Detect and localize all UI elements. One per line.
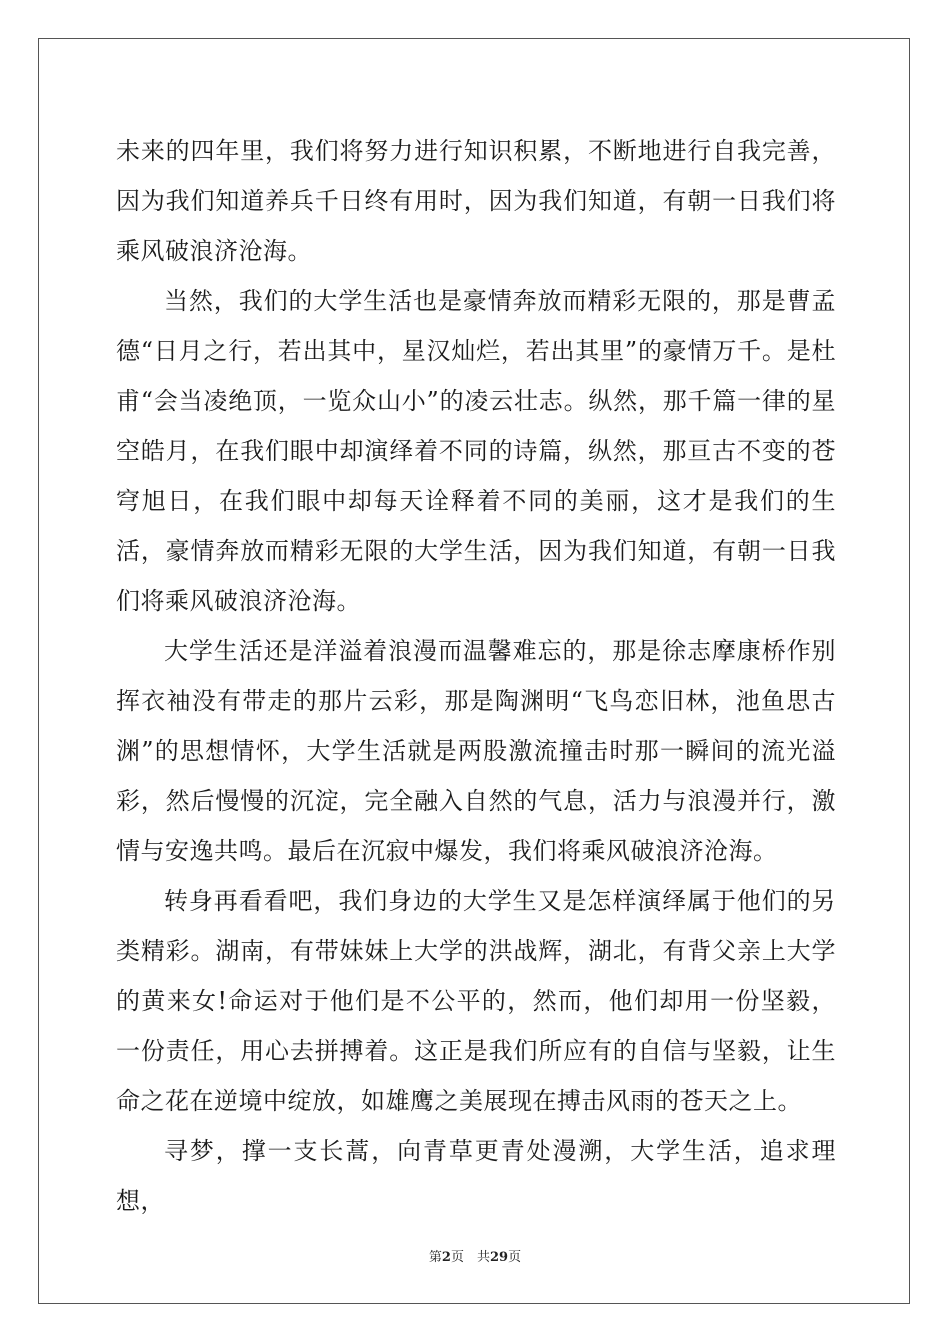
paragraph-5: 寻梦，撑一支长蒿，向青草更青处漫溯，大学生活，追求理想， <box>116 1137 836 1215</box>
document-body <box>116 126 836 1226</box>
footer-suffix: 页 <box>508 1250 522 1265</box>
paragraph-2: 当然，我们的大学生活也是豪情奔放而精彩无限的，那是曹孟德“日月之行，若出其中，星汉灿烂，若出其里”的豪情万千。是杜甫“会当凌绝顶，一览众山小”的凌云壮志。纵然，那千篇一律的星空皓月，在我们眼中却演绎着不同的诗篇，纵然，那亘古不变的苍穹旭日，在我们眼中却每天诠释着不同的美丽，这才是我们的生活，豪情奔放而精彩无限的大学生活，因为我们知道，有朝一日我们将乘风破浪济沧海。 <box>116 287 836 615</box>
footer-middle: 页 共 <box>450 1250 490 1265</box>
paragraph-3: 大学生活还是洋溢着浪漫而温馨难忘的，那是徐志摩康桥作别挥衣袖没有带走的那片云彩，那是陶渊明“飞鸟恋旧林，池鱼思古渊”的思想情怀，大学生活就是两股激流撞击时那一瞬间的流光溢彩，然后慢慢的沉淀，完全融入自然的气息，活力与浪漫并行，激情与安逸共鸣。最后在沉寂中爆发，我们将乘风破浪济沧海。 <box>116 637 836 865</box>
page-footer <box>0 1246 950 1265</box>
current-page-number: 2 <box>441 1250 451 1265</box>
paragraph-4: 转身再看看吧，我们身边的大学生又是怎样演绎属于他们的另类精彩。湖南，有带妹妹上大学的洪战辉，湖北，有背父亲上大学的黄来女!命运对于他们是不公平的，然而，他们却用一份坚毅，一份责任，用心去拼搏着。这正是我们所应有的自信与坚毅，让生命之花在逆境中绽放，如雄鹰之美展现在搏击风雨的苍天之上。 <box>116 887 836 1115</box>
total-pages-number: 29 <box>489 1250 509 1265</box>
footer-prefix: 第 <box>428 1250 442 1265</box>
paragraph-1: 未来的四年里，我们将努力进行知识积累，不断地进行自我完善，因为我们知道养兵千日终有用时，因为我们知道，有朝一日我们将乘风破浪济沧海。 <box>116 137 836 265</box>
